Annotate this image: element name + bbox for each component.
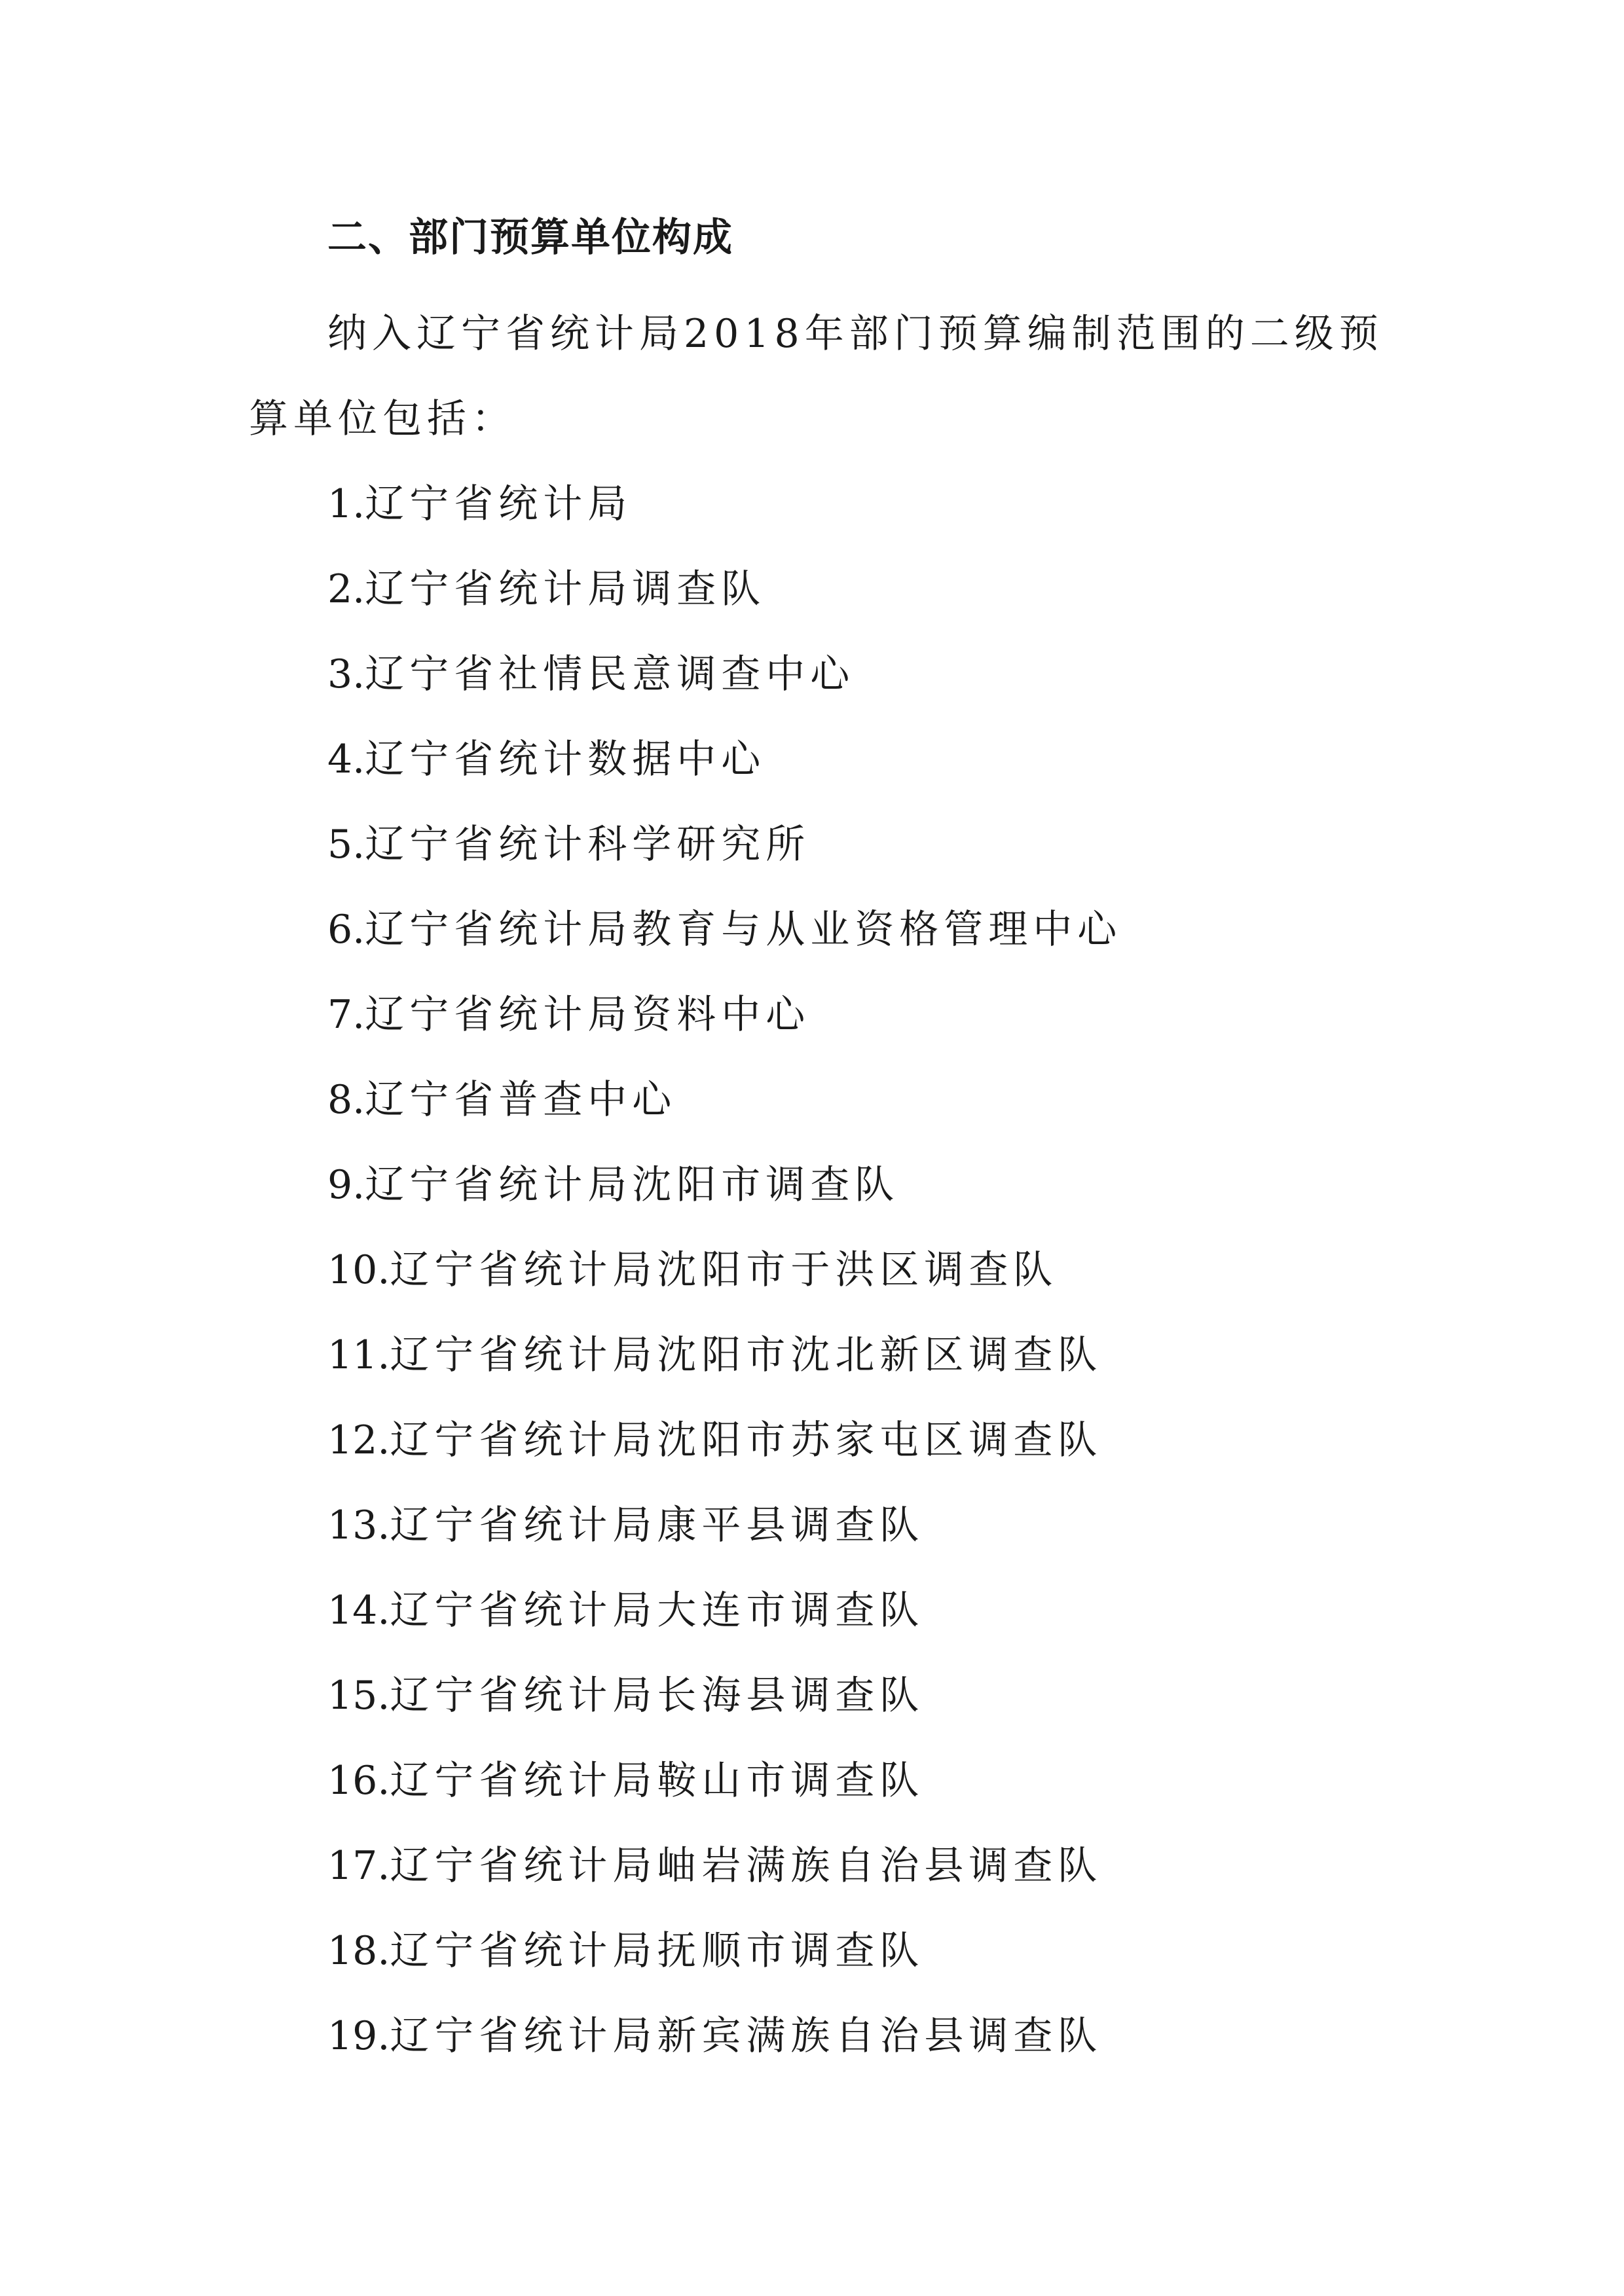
list-item-name: 辽宁省统计局资料中心 (365, 992, 811, 1038)
list-item (327, 1228, 1122, 1313)
list-item-number: 8. (327, 1077, 365, 1123)
list-item (327, 972, 1122, 1057)
list-item (327, 802, 1122, 887)
list-item-name: 辽宁省统计局抚顺市调查队 (390, 1928, 925, 1974)
list-item (327, 1142, 1122, 1228)
list-item (327, 1568, 1122, 1653)
list-item-name: 辽宁省统计局教育与从业资格管理中心 (365, 907, 1122, 953)
intro-paragraph: 纳入辽宁省统计局2018年部门预算编制范围的二级预算单位包括： (249, 311, 1384, 442)
list-item (327, 717, 1122, 802)
list-item-number: 17. (327, 1843, 390, 1889)
list-item-number: 7. (327, 992, 365, 1038)
budget-unit-list (327, 462, 1122, 2079)
list-item-number: 11. (327, 1332, 390, 1378)
list-item-number: 3. (327, 651, 365, 697)
list-item-name: 辽宁省社情民意调查中心 (365, 651, 855, 697)
list-item (327, 462, 1122, 547)
list-item-name: 辽宁省统计局沈阳市沈北新区调查队 (390, 1332, 1103, 1378)
list-item-number: 12. (327, 1417, 390, 1463)
list-item (327, 1738, 1122, 1823)
list-item-name: 辽宁省统计科学研究所 (365, 822, 811, 867)
list-item-number: 14. (327, 1588, 390, 1633)
list-item-name: 辽宁省统计局沈阳市调查队 (365, 1162, 900, 1208)
list-item-number: 10. (327, 1247, 390, 1293)
list-item (327, 1057, 1122, 1142)
list-item-number: 19. (327, 2013, 390, 2059)
list-item (327, 1994, 1122, 2079)
list-item-name: 辽宁省统计局长海县调查队 (390, 1673, 925, 1719)
list-item-name: 辽宁省统计数据中心 (365, 737, 766, 782)
list-item (327, 1823, 1122, 1908)
list-item-name: 辽宁省统计局岫岩满族自治县调查队 (390, 1843, 1103, 1889)
list-item-name: 辽宁省统计局调查队 (365, 566, 766, 612)
list-item-number: 4. (327, 737, 365, 782)
list-item-number: 6. (327, 907, 365, 953)
list-item (327, 547, 1122, 632)
list-item-name: 辽宁省统计局康平县调查队 (390, 1503, 925, 1548)
list-item-number: 13. (327, 1503, 390, 1548)
list-item (327, 1398, 1122, 1483)
list-item (327, 887, 1122, 972)
list-item-name: 辽宁省统计局沈阳市苏家屯区调查队 (390, 1417, 1103, 1463)
list-item (327, 1483, 1122, 1568)
list-item (327, 632, 1122, 717)
list-item-number: 1. (327, 481, 365, 527)
list-item (327, 1908, 1122, 1994)
list-item-name: 辽宁省普查中心 (365, 1077, 677, 1123)
list-item-number: 16. (327, 1758, 390, 1804)
list-item-name: 辽宁省统计局新宾满族自治县调查队 (390, 2013, 1103, 2059)
list-item-name: 辽宁省统计局鞍山市调查队 (390, 1758, 925, 1804)
list-item-number: 18. (327, 1928, 390, 1974)
list-item (327, 1313, 1122, 1398)
list-item-name: 辽宁省统计局大连市调查队 (390, 1588, 925, 1633)
list-item-name: 辽宁省统计局 (365, 481, 633, 527)
section-heading: 二、部门预算单位构成 (327, 215, 733, 261)
list-item (327, 1653, 1122, 1738)
list-item-number: 9. (327, 1162, 365, 1208)
list-item-number: 15. (327, 1673, 390, 1719)
list-item-name: 辽宁省统计局沈阳市于洪区调查队 (390, 1247, 1058, 1293)
list-item-number: 2. (327, 566, 365, 612)
list-item-number: 5. (327, 822, 365, 867)
